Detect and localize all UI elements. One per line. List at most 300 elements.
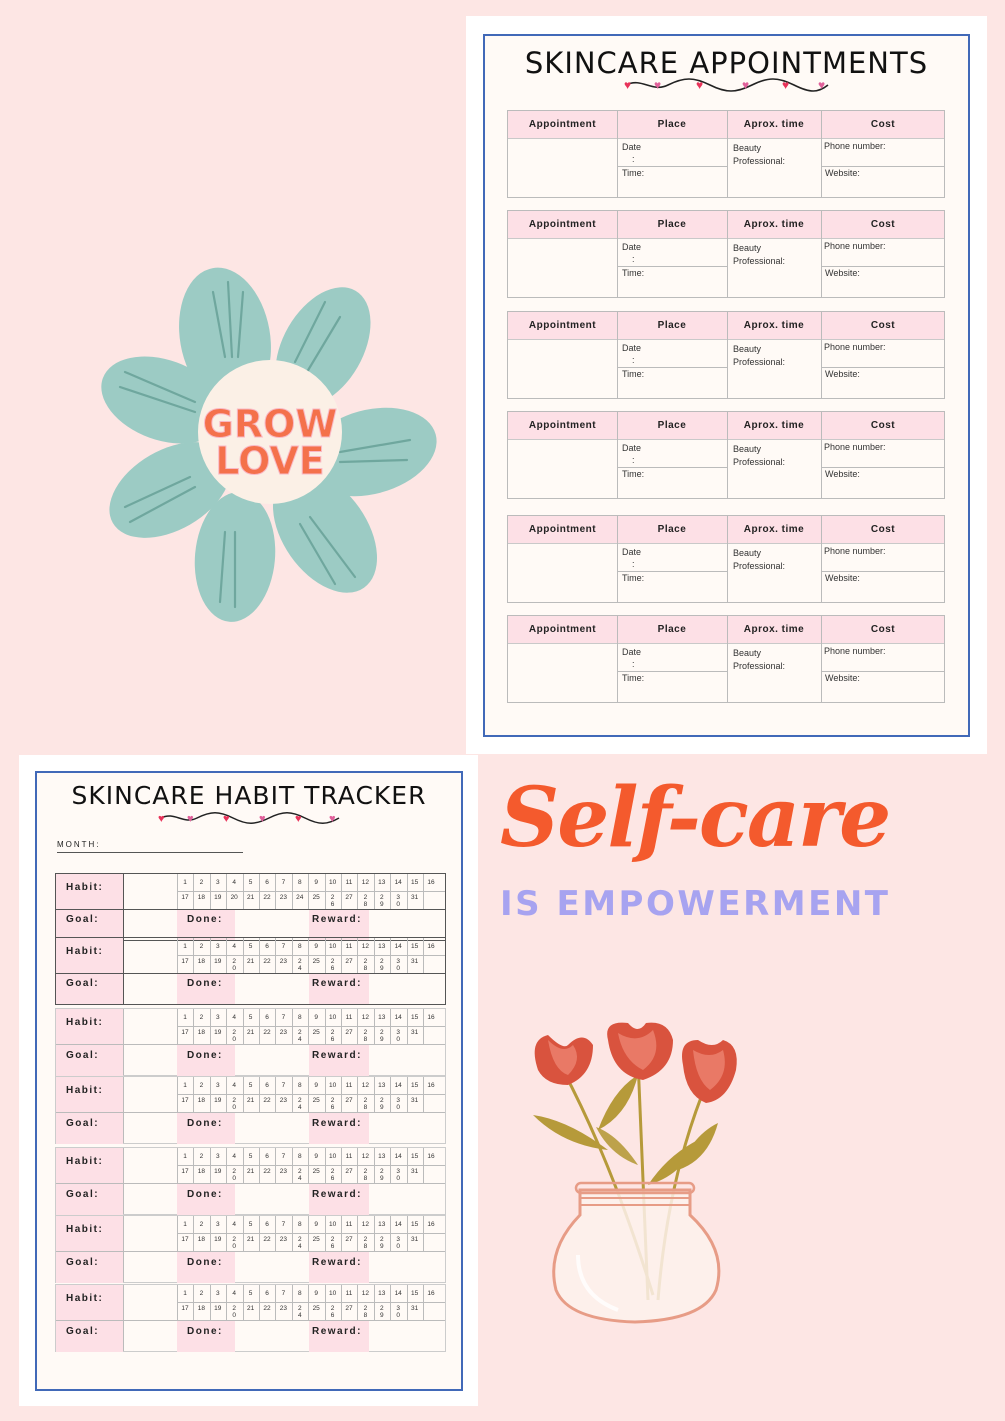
flower-vase-illustration [518,1015,748,1325]
svg-text:♥: ♥ [741,78,749,92]
goal-input[interactable] [124,974,177,1004]
day-number: 2 0 [232,1029,236,1043]
hearts-divider-icon [485,77,968,98]
habit-block [55,1076,446,1144]
day-number: 17 [181,1168,189,1175]
professional-label: Professional: [733,256,786,266]
row-divider [177,1094,445,1095]
day-number: 5 [248,1153,253,1160]
date-colon: : [632,659,635,669]
professional-label: Professional: [733,156,786,166]
day-number: 2 6 [330,1029,335,1043]
habit-tracker-title: SKINCARE HABIT TRACKER [71,781,427,810]
day-number: 18 [197,1097,205,1104]
row-divider [177,1233,445,1234]
appointment-header: Appointment [528,524,597,535]
done-label: Done: [187,1189,223,1200]
day-number: 1 [183,1221,187,1228]
done-label: Done: [187,914,223,925]
day-number: 4 [232,1153,236,1160]
day-number: 3 [215,1014,220,1021]
aprox-time-header: Aprox. time [743,524,805,535]
day-number: 31 [410,958,419,965]
row-divider [177,1026,445,1027]
day-number: 18 [197,1236,205,1243]
day-number: 27 [345,1168,353,1175]
day-number: 9 [314,1082,318,1089]
day-number: 11 [345,879,353,886]
day-number: 8 [297,1153,302,1160]
day-number: 6 [265,1290,269,1297]
habit-input[interactable] [124,874,177,909]
day-number: 2 0 [232,1097,236,1111]
done-label: Done: [187,1326,223,1337]
aprox-time-header: Aprox. time [743,624,805,635]
row-divider [177,1302,445,1303]
place-header: Place [657,624,687,635]
habit-input[interactable] [124,1285,177,1320]
day-number: 17 [181,894,189,901]
row-divider [821,266,945,267]
date-colon: : [632,455,635,465]
day-number: 22 [263,1236,271,1243]
day-number: 13 [378,1082,386,1089]
row-divider [821,571,945,572]
day-number: 13 [378,1153,386,1160]
time-label: Time: [622,469,645,479]
reward-input[interactable] [370,974,445,1004]
day-number: 31 [410,1097,419,1104]
day-number: 17 [181,1305,189,1312]
day-number: 31 [410,1305,419,1312]
day-number: 15 [410,1153,419,1160]
reward-input[interactable] [370,1321,445,1351]
goal-label: Goal: [66,1050,100,1061]
day-number: 2 9 [379,958,384,972]
phone-number-label: Phone number: [824,342,886,352]
day-number: 22 [263,1168,271,1175]
day-number: 2 [199,1221,204,1228]
day-number: 6 [265,943,269,950]
day-number: 23 [279,1236,287,1243]
day-number: 3 [215,1290,220,1297]
day-number: 13 [378,879,386,886]
hearts-divider-icon [37,811,461,830]
love-text: LOVE [215,439,325,483]
row-divider [177,891,445,892]
day-number: 15 [410,1014,419,1021]
day-number: 16 [427,1221,435,1228]
website-label: Website: [825,268,860,278]
day-number: 19 [214,1236,222,1243]
day-number: 19 [214,958,222,965]
day-number: 2 8 [363,1097,368,1111]
row-divider [821,671,945,672]
svg-text:♥: ♥ [222,813,230,825]
day-number: 7 [281,943,286,950]
day-number: 12 [361,1221,369,1228]
day-number: 3 [215,1082,220,1089]
place-header: Place [657,420,687,431]
day-number: 11 [345,1221,353,1228]
day-number: 22 [263,958,271,965]
habit-label: Habit: [66,946,104,957]
reward-label: Reward: [312,914,362,925]
day-number: 13 [378,1290,386,1297]
reward-label: Reward: [312,1050,362,1061]
cost-header: Cost [870,119,896,130]
day-number: 22 [263,894,271,901]
appointment-block [507,615,945,703]
date-label: Date [622,343,642,353]
day-number: 21 [246,1236,255,1243]
day-number: 4 [232,1221,236,1228]
day-number: 2 [199,1290,204,1297]
day-number: 2 8 [363,1305,368,1319]
day-number: 16 [427,879,435,886]
day-number: 2 [199,879,204,886]
day-number: 16 [427,1153,435,1160]
habit-label: Habit: [66,1293,104,1304]
time-label: Time: [622,673,645,683]
day-number: 10 [328,943,337,950]
day-number: 31 [410,1236,419,1243]
habit-label: Habit: [66,1156,104,1167]
day-number: 3 0 [396,1097,400,1111]
day-number: 11 [345,1082,353,1089]
day-number: 27 [345,1029,353,1036]
day-number: 2 8 [363,1236,368,1250]
day-number: 31 [410,1168,419,1175]
goal-input[interactable] [124,1252,177,1282]
day-number: 4 [232,943,236,950]
habit-input[interactable] [124,1216,177,1251]
day-number: 13 [378,943,386,950]
row-divider [617,671,727,672]
day-number: 2 0 [232,1236,236,1250]
svg-text:♥: ♥ [157,813,165,825]
day-number: 2 [199,1014,204,1021]
habit-block [55,1284,446,1352]
day-number: 2 4 [297,958,302,972]
self-care-heading: Self-care [500,770,890,866]
day-number: 2 6 [330,894,335,908]
row-divider [821,467,945,468]
svg-text:♥: ♥ [653,78,661,92]
row-divider [617,571,727,572]
day-number: 4 [232,1014,236,1021]
goal-input[interactable] [124,1184,177,1214]
day-number: 1 [183,943,187,950]
professional-label: Professional: [733,357,786,367]
website-label: Website: [825,573,860,583]
day-number: 14 [394,1082,402,1089]
day-number: 27 [345,1097,353,1104]
cost-header: Cost [870,219,896,230]
day-number: 2 0 [232,1168,236,1182]
day-number: 21 [246,1305,255,1312]
day-number: 23 [279,1029,287,1036]
date-label: Date [622,647,642,657]
month-field[interactable] [57,852,243,853]
row-divider [177,1165,445,1166]
reward-input[interactable] [370,1113,445,1143]
appointment-block [507,110,945,198]
day-number: 7 [281,879,286,886]
appointment-header: Appointment [528,219,597,230]
goal-label: Goal: [66,1326,100,1337]
goal-label: Goal: [66,1118,100,1129]
day-number: 15 [410,1221,419,1228]
day-number: 25 [312,1236,320,1243]
day-number: 3 [215,1153,220,1160]
day-number: 8 [297,1290,302,1297]
day-number: 2 [199,943,204,950]
day-number: 2 8 [363,958,368,972]
day-number: 8 [297,879,302,886]
day-number: 20 [230,894,238,901]
row-divider [617,266,727,267]
professional-label: Professional: [733,561,786,571]
day-number: 18 [197,1305,205,1312]
goal-input[interactable] [124,910,177,940]
day-number: 1 [183,1290,187,1297]
day-number: 9 [314,1221,318,1228]
day-number: 10 [328,879,337,886]
day-number: 11 [345,1153,353,1160]
day-number: 2 4 [297,1029,302,1043]
day-number: 11 [345,1290,353,1297]
day-number: 6 [265,879,269,886]
goal-input[interactable] [124,1113,177,1143]
day-number: 10 [328,1014,337,1021]
day-number: 25 [312,1168,320,1175]
day-number: 23 [279,1168,287,1175]
day-number: 19 [214,1097,222,1104]
day-number: 2 9 [379,1305,384,1319]
day-number: 14 [394,879,402,886]
habit-input[interactable] [124,1077,177,1112]
day-number: 2 [199,1153,204,1160]
done-label: Done: [187,1050,223,1061]
day-number: 2 9 [379,1097,384,1111]
date-colon: : [632,559,635,569]
day-number: 16 [427,1014,435,1021]
appointments-title: SKINCARE APPOINTMENTS [524,46,929,80]
habit-input[interactable] [124,1148,177,1183]
reward-label: Reward: [312,1118,362,1129]
reward-input[interactable] [370,1184,445,1214]
day-number: 3 [215,943,220,950]
day-number: 1 [183,879,187,886]
beauty-label: Beauty [733,444,762,454]
habit-block [55,1147,446,1215]
done-input[interactable] [236,1113,308,1143]
day-number: 16 [427,1290,435,1297]
phone-number-label: Phone number: [824,141,886,151]
day-number: 2 6 [330,1236,335,1250]
habit-block [55,1008,446,1076]
aprox-time-header: Aprox. time [743,219,805,230]
day-number: 5 [248,1221,253,1228]
done-label: Done: [187,978,223,989]
day-number: 4 [232,1290,236,1297]
day-number: 2 6 [330,1305,335,1319]
cost-header: Cost [870,420,896,431]
day-number: 9 [314,943,318,950]
row-divider [821,367,945,368]
beauty-label: Beauty [733,344,762,354]
place-header: Place [657,219,687,230]
svg-text:♥: ♥ [623,78,631,92]
day-number: 27 [345,1236,353,1243]
svg-text:♥: ♥ [695,78,703,92]
goal-input[interactable] [124,1045,177,1075]
beauty-label: Beauty [733,648,762,658]
done-input[interactable] [236,1252,308,1282]
day-number: 12 [361,1014,369,1021]
reward-input[interactable] [370,1252,445,1282]
day-number: 2 4 [297,1305,302,1319]
day-number: 3 0 [396,1305,400,1319]
day-number: 5 [248,1014,253,1021]
habit-block [55,873,446,941]
day-number: 3 0 [396,894,400,908]
habit-label: Habit: [66,1085,104,1096]
day-number: 7 [281,1290,286,1297]
row-divider [617,166,727,167]
day-number: 2 [199,1082,204,1089]
habit-input[interactable] [124,938,177,973]
place-header: Place [657,119,687,130]
day-number: 2 8 [363,894,368,908]
day-number: 2 6 [330,1097,335,1111]
reward-input[interactable] [370,1045,445,1075]
day-number: 13 [378,1221,386,1228]
day-number: 22 [263,1097,271,1104]
day-number: 2 6 [330,958,335,972]
day-number: 17 [181,1097,189,1104]
time-label: Time: [622,573,645,583]
day-number: 5 [248,1082,253,1089]
day-number: 2 6 [330,1168,335,1182]
goal-label: Goal: [66,1189,100,1200]
svg-text:♥: ♥ [294,813,302,825]
habit-block [55,937,446,1005]
day-number: 15 [410,943,419,950]
beauty-label: Beauty [733,548,762,558]
done-input[interactable] [236,1321,308,1351]
time-label: Time: [622,369,645,379]
day-number: 8 [297,943,302,950]
day-number: 2 0 [232,1305,236,1319]
row-divider [177,955,445,956]
day-number: 5 [248,1290,253,1297]
day-number: 27 [345,894,353,901]
day-number: 2 9 [379,1168,384,1182]
day-number: 8 [297,1014,302,1021]
day-number: 2 4 [297,1168,302,1182]
goal-label: Goal: [66,1257,100,1268]
date-label: Date [622,443,642,453]
habit-tracker-sheet [19,755,478,1406]
day-number: 4 [232,879,236,886]
habit-block [55,1215,446,1283]
time-label: Time: [622,268,645,278]
month-label: MONTH: [57,840,101,849]
day-number: 3 0 [396,958,400,972]
place-header: Place [657,524,687,535]
appointments-frame [483,34,970,737]
day-number: 24 [296,894,304,901]
row-divider [821,166,945,167]
appointment-block [507,210,945,298]
day-number: 25 [312,958,320,965]
day-number: 3 0 [396,1168,400,1182]
day-number: 14 [394,943,402,950]
reward-label: Reward: [312,1326,362,1337]
day-number: 2 8 [363,1029,368,1043]
done-input[interactable] [236,1184,308,1214]
day-number: 31 [410,894,419,901]
place-header: Place [657,320,687,331]
done-input[interactable] [236,974,308,1004]
appointment-header: Appointment [528,320,597,331]
day-number: 2 4 [297,1236,302,1250]
day-number: 12 [361,1290,369,1297]
website-label: Website: [825,369,860,379]
goal-input[interactable] [124,1321,177,1351]
appointment-block [507,411,945,499]
day-number: 14 [394,1153,402,1160]
day-number: 9 [314,879,318,886]
day-number: 8 [297,1221,302,1228]
done-input[interactable] [236,910,308,940]
day-number: 1 [183,1153,187,1160]
day-number: 6 [265,1014,269,1021]
day-number: 1 [183,1082,187,1089]
done-input[interactable] [236,1045,308,1075]
day-number: 15 [410,879,419,886]
day-number: 2 9 [379,894,384,908]
day-number: 21 [246,958,255,965]
svg-text:♥: ♥ [186,813,194,825]
day-number: 9 [314,1290,318,1297]
day-number: 14 [394,1290,402,1297]
day-number: 6 [265,1153,269,1160]
day-number: 12 [361,943,369,950]
appointments-sheet [466,16,987,754]
day-number: 5 [248,879,253,886]
beauty-label: Beauty [733,143,762,153]
day-number: 21 [246,1168,255,1175]
day-number: 9 [314,1153,318,1160]
day-number: 14 [394,1014,402,1021]
website-label: Website: [825,673,860,683]
day-number: 10 [328,1153,337,1160]
habit-input[interactable] [124,1009,177,1044]
day-number: 2 9 [379,1029,384,1043]
day-number: 25 [312,1097,320,1104]
habit-tracker-frame [35,771,463,1391]
day-number: 17 [181,958,189,965]
day-number: 1 [183,1014,187,1021]
reward-input[interactable] [370,910,445,940]
day-number: 21 [246,1097,255,1104]
day-number: 27 [345,1305,353,1312]
professional-label: Professional: [733,457,786,467]
day-number: 23 [279,1097,287,1104]
